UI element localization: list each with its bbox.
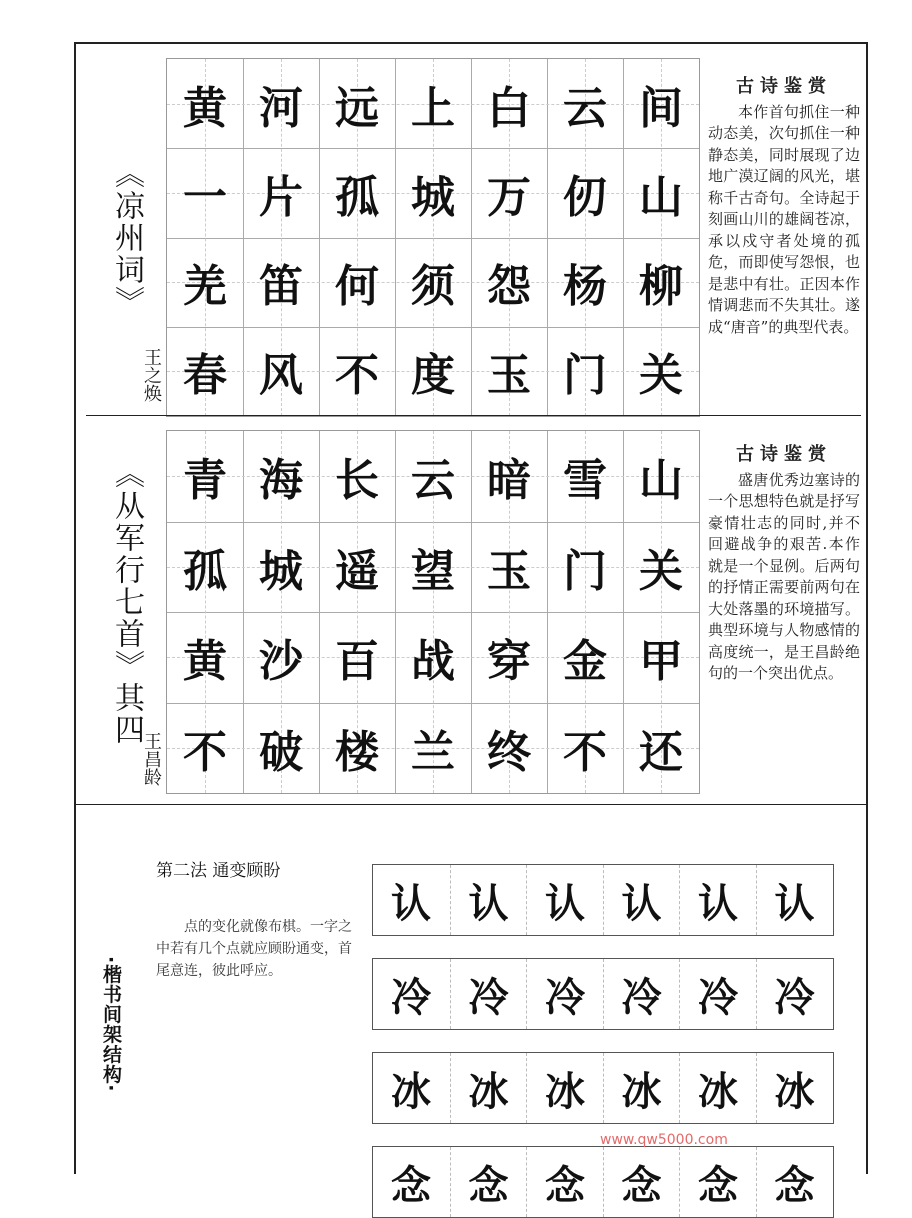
calligraphy-character: 春 bbox=[183, 350, 227, 402]
calligraphy-character: 海 bbox=[259, 455, 303, 507]
calligraphy-character: 门 bbox=[563, 350, 607, 402]
practice-character: 念 bbox=[391, 1161, 431, 1209]
calligraphy-character: 关 bbox=[639, 545, 683, 597]
calligraphy-character: 间 bbox=[639, 82, 683, 134]
calligraphy-character: 孤 bbox=[183, 545, 227, 597]
practice-character: 念 bbox=[756, 1147, 833, 1217]
calligraphy-character: 玉 bbox=[487, 545, 531, 597]
calligraphy-character: 暗 bbox=[487, 455, 531, 507]
practice-character: 认 bbox=[679, 865, 756, 935]
calligraphy-character: 甲 bbox=[639, 636, 683, 688]
note-title: 古诗鉴赏 bbox=[736, 444, 832, 465]
calligraphy-character: 云 bbox=[411, 455, 455, 507]
calligraphy-character: 何 bbox=[335, 261, 379, 313]
calligraphy-character: 长 bbox=[335, 455, 379, 507]
practice-character: 念 bbox=[603, 1147, 680, 1217]
calligraphy-character: 门 bbox=[563, 545, 607, 597]
practice-character: 认 bbox=[526, 865, 603, 935]
calligraphy-character: 须 bbox=[411, 261, 455, 313]
calligraphy-character: 远 bbox=[335, 82, 379, 134]
calligraphy-character: 黄 bbox=[183, 82, 227, 134]
calligraphy-character: 山 bbox=[639, 455, 683, 507]
practice-character: 冰 bbox=[603, 1053, 680, 1123]
practice-character: 冰 bbox=[450, 1053, 527, 1123]
practice-character: 念 bbox=[679, 1147, 756, 1217]
practice-character: 冰 bbox=[391, 1067, 431, 1115]
calligraphy-character: 一 bbox=[183, 171, 227, 223]
practice-character: 冷 bbox=[603, 959, 680, 1029]
practice-character: 念 bbox=[450, 1147, 527, 1217]
practice-character: 冰 bbox=[526, 1053, 603, 1123]
calligraphy-character: 孤 bbox=[335, 171, 379, 223]
calligraphy-character: 战 bbox=[411, 636, 455, 688]
calligraphy-character: 终 bbox=[487, 726, 531, 778]
practice-row bbox=[372, 958, 834, 1030]
poem-title: 《凉州词》 bbox=[109, 158, 144, 318]
calligraphy-character: 遥 bbox=[335, 545, 379, 597]
poem-section-1 bbox=[76, 58, 866, 415]
practice-row bbox=[372, 1052, 834, 1124]
practice-character: 冷 bbox=[450, 959, 527, 1029]
calligraphy-character: 片 bbox=[259, 171, 303, 223]
calligraphy-character: 云 bbox=[563, 82, 607, 134]
method-title: 第二法 通变顾盼 bbox=[156, 861, 281, 881]
calligraphy-character: 青 bbox=[183, 455, 227, 507]
page-frame bbox=[74, 42, 868, 1209]
calligraphy-character: 百 bbox=[335, 636, 379, 688]
calligraphy-character: 笛 bbox=[259, 261, 303, 313]
practice-row bbox=[372, 1146, 834, 1218]
practice-character: 冷 bbox=[756, 959, 833, 1029]
calligraphy-character: 白 bbox=[487, 82, 531, 134]
section-divider bbox=[76, 804, 866, 805]
calligraphy-character: 风 bbox=[259, 350, 303, 402]
note-text: 盛唐优秀边塞诗的一个思想特色就是抒写豪情壮志的同时,并不回避战争的艰苦.本作就是一个显例。后两句的抒情正需要前两句在大处落墨的环境描写。典型环境与人物感情的高度统一，是王昌龄绝句的一个突出优点。 bbox=[708, 470, 860, 682]
calligraphy-character: 城 bbox=[259, 545, 303, 597]
calligraphy-character: 怨 bbox=[487, 261, 531, 313]
note-text: 本作首句抓住一种动态美，次句抓住一种静态美，同时展现了边地广漠辽阔的风光，堪称千古奇句。全诗起于刻画山川的雄阔苍凉，承以戍守者处境的孤危，而即使写怨恨，也是悲中有壮。正因本作情调悲而不失其壮。遂成“唐音”的典型代表。 bbox=[708, 102, 860, 336]
calligraphy-character: 楼 bbox=[335, 726, 379, 778]
calligraphy-character: 不 bbox=[183, 726, 227, 778]
poem-author: 王之焕 bbox=[141, 348, 162, 402]
appreciation-note bbox=[708, 444, 860, 685]
calligraphy-character: 玉 bbox=[487, 350, 531, 402]
practice-character: 认 bbox=[603, 865, 680, 935]
calligraphy-character: 雪 bbox=[563, 455, 607, 507]
practice-character: 冷 bbox=[679, 959, 756, 1029]
calligraphy-character: 城 bbox=[411, 171, 455, 223]
calligraphy-character: 山 bbox=[639, 171, 683, 223]
poem-section-2 bbox=[76, 430, 866, 806]
appreciation-note bbox=[708, 76, 860, 338]
practice-character: 冷 bbox=[391, 973, 431, 1021]
calligraphy-character: 不 bbox=[335, 350, 379, 402]
calligraphy-character: 金 bbox=[563, 636, 607, 688]
calligraphy-character: 关 bbox=[639, 350, 683, 402]
calligraphy-character: 不 bbox=[563, 726, 607, 778]
practice-character: 认 bbox=[391, 879, 431, 927]
method-section bbox=[76, 806, 866, 1209]
calligraphy-character: 河 bbox=[259, 82, 303, 134]
calligraphy-character: 望 bbox=[411, 545, 455, 597]
method-text: 点的变化就像布棋。一字之中若有几个点就应顾盼通变，首尾意连，彼此呼应。 bbox=[156, 919, 352, 979]
practice-character: 冷 bbox=[526, 959, 603, 1029]
practice-character: 念 bbox=[526, 1147, 603, 1217]
watermark: www.qw5000.com bbox=[600, 1132, 728, 1148]
calligraphy-character: 柳 bbox=[639, 261, 683, 313]
practice-character: 冰 bbox=[679, 1053, 756, 1123]
note-title: 古诗鉴赏 bbox=[736, 76, 832, 97]
calligraphy-character: 万 bbox=[487, 171, 531, 223]
calligraphy-character: 度 bbox=[411, 350, 455, 402]
section-divider bbox=[86, 415, 861, 416]
calligraphy-character: 破 bbox=[259, 726, 303, 778]
calligraphy-character: 还 bbox=[639, 726, 683, 778]
practice-character: 认 bbox=[756, 865, 833, 935]
character-grid bbox=[166, 58, 700, 417]
calligraphy-character: 仞 bbox=[563, 171, 607, 223]
character-grid bbox=[166, 430, 700, 794]
book-section-label: ·楷书间架结构· bbox=[100, 956, 122, 1093]
poem-title: 《从军行七首》其四 bbox=[109, 458, 144, 746]
calligraphy-character: 兰 bbox=[411, 726, 455, 778]
poem-author: 王昌龄 bbox=[141, 732, 162, 786]
calligraphy-character: 沙 bbox=[259, 636, 303, 688]
calligraphy-character: 上 bbox=[411, 82, 455, 134]
calligraphy-character: 穿 bbox=[487, 636, 531, 688]
calligraphy-character: 杨 bbox=[563, 261, 607, 313]
practice-row bbox=[372, 864, 834, 936]
calligraphy-character: 羌 bbox=[183, 261, 227, 313]
calligraphy-character: 黄 bbox=[183, 636, 227, 688]
practice-character: 冰 bbox=[756, 1053, 833, 1123]
practice-character: 认 bbox=[450, 865, 527, 935]
